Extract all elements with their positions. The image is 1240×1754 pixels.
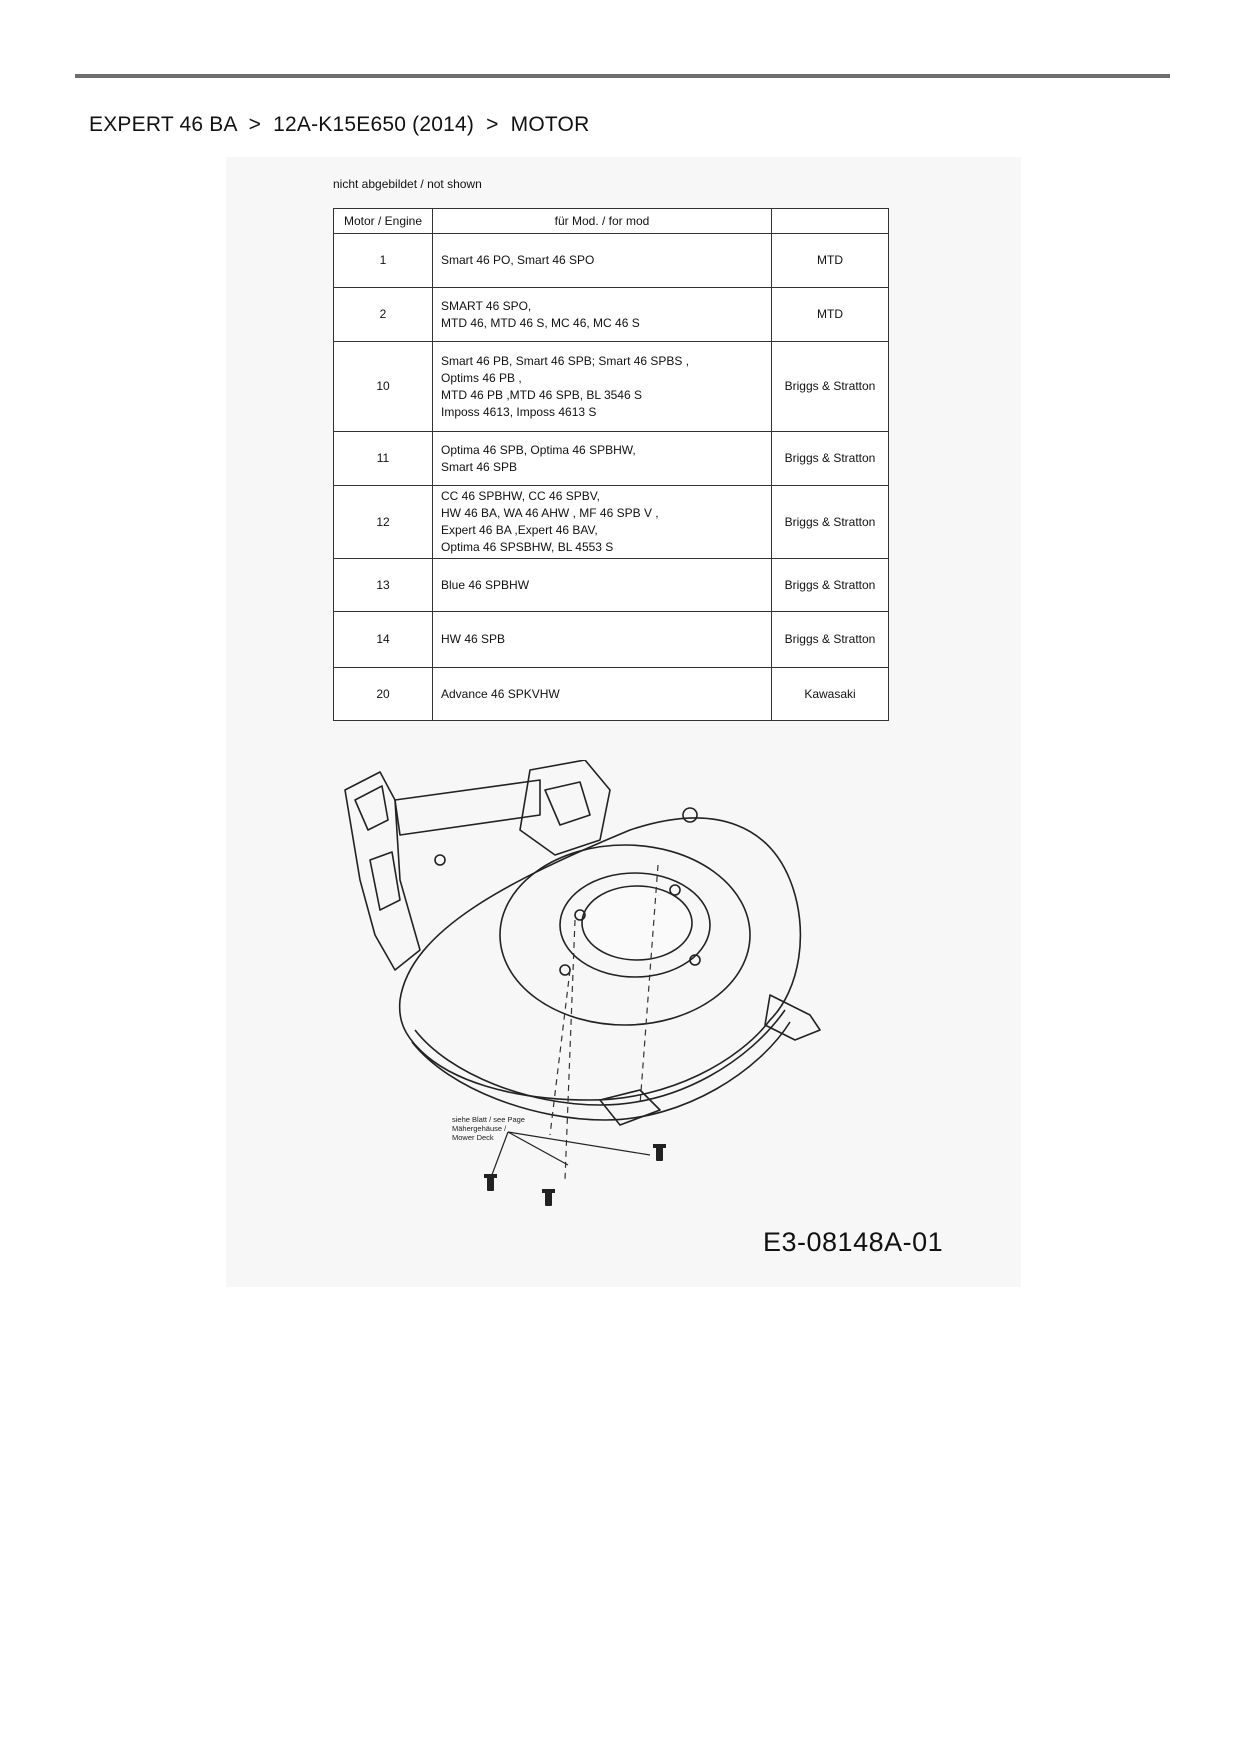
engine-table <box>333 208 889 721</box>
drawing-number: E3-08148A-01 <box>763 1227 944 1257</box>
model-list: CC 46 SPBHW, CC 46 SPBV, HW 46 BA, WA 46 AHW , MF 46 SPB V , Expert 46 BA ,Expert 46 BAV, Optima 46 SPSBHW, BL 4553 S <box>433 486 772 559</box>
engine-table-header-row <box>334 209 889 234</box>
header-engine: Motor / Engine <box>334 209 433 234</box>
mower-deck-callout: siehe Blatt / see Page Mähergehäuse / Mower Deck <box>452 1115 525 1142</box>
not-shown-label: nicht abgebildet / not shown <box>333 177 482 191</box>
table-row <box>334 288 889 342</box>
header-brand <box>772 209 889 234</box>
engine-number: 13 <box>334 559 433 612</box>
model-list: HW 46 SPB <box>433 612 772 668</box>
engine-brand: Briggs & Stratton <box>772 432 889 486</box>
engine-number: 10 <box>334 342 433 432</box>
table-row <box>334 486 889 559</box>
engine-number: 2 <box>334 288 433 342</box>
header-models: für Mod. / for mod <box>433 209 772 234</box>
engine-brand: MTD <box>772 288 889 342</box>
engine-brand: Kawasaki <box>772 668 889 721</box>
table-row <box>334 432 889 486</box>
engine-number: 12 <box>334 486 433 559</box>
table-row <box>334 668 889 721</box>
model-list: Smart 46 PB, Smart 46 SPB; Smart 46 SPBS , Optims 46 PB , MTD 46 PB ,MTD 46 SPB, BL 3546 S Imposs 4613, Imposs 4613 S <box>433 342 772 432</box>
model-list: SMART 46 SPO, MTD 46, MTD 46 S, MC 46, MC 46 S <box>433 288 772 342</box>
breadcrumb: EXPERT 46 BA > 12A-K15E650 (2014) > MOTOR <box>89 113 590 136</box>
engine-brand: Briggs & Stratton <box>772 342 889 432</box>
table-row <box>334 612 889 668</box>
engine-number: 1 <box>334 234 433 288</box>
model-list: Optima 46 SPB, Optima 46 SPBHW, Smart 46 SPB <box>433 432 772 486</box>
engine-number: 20 <box>334 668 433 721</box>
engine-brand: MTD <box>772 234 889 288</box>
mower-deck-illustration <box>340 760 860 1240</box>
table-row <box>334 559 889 612</box>
header-rule <box>75 74 1170 78</box>
engine-brand: Briggs & Stratton <box>772 486 889 559</box>
table-row <box>334 342 889 432</box>
engine-number: 14 <box>334 612 433 668</box>
engine-number: 11 <box>334 432 433 486</box>
engine-brand: Briggs & Stratton <box>772 612 889 668</box>
model-list: Advance 46 SPKVHW <box>433 668 772 721</box>
engine-brand: Briggs & Stratton <box>772 559 889 612</box>
model-list: Blue 46 SPBHW <box>433 559 772 612</box>
model-list: Smart 46 PO, Smart 46 SPO <box>433 234 772 288</box>
table-row <box>334 234 889 288</box>
